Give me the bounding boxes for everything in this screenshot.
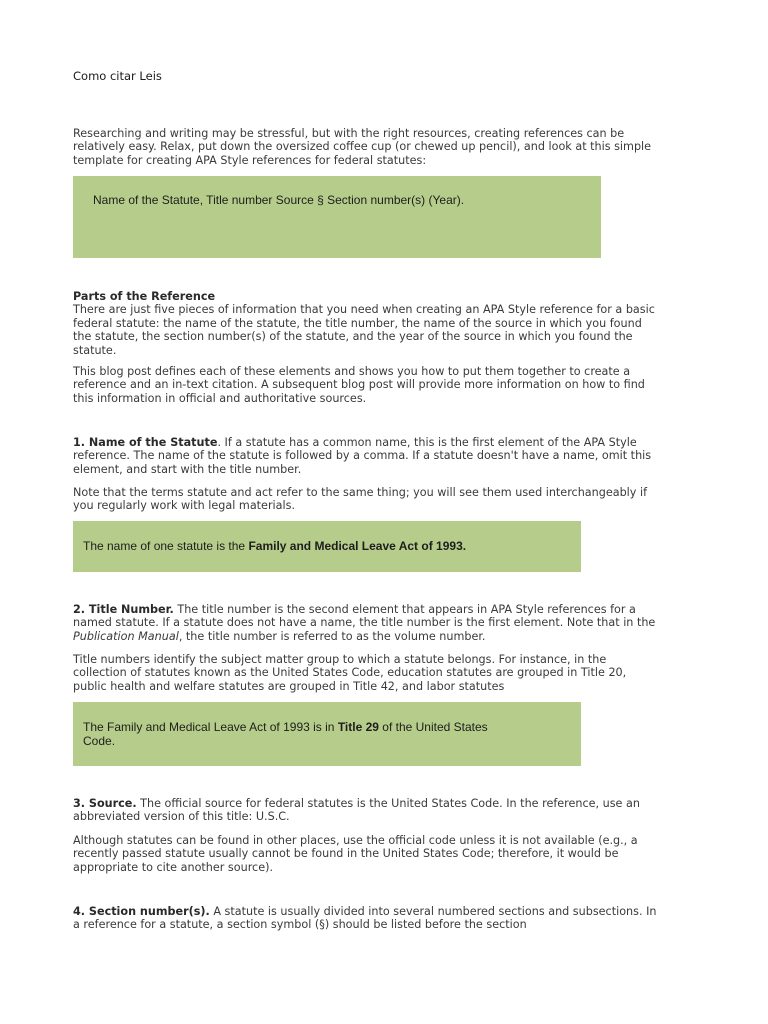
section-2-paragraph-2: Title numbers identify the subject matter group to which a statute belongs. For instance, in the collection of statutes known as the United States Code, education statutes are grouped in Title 20, public health and welfare statutes are grouped in Title 42, and labor statutes	[73, 653, 627, 693]
title-number-box-text-post: of the United States Code.	[83, 720, 488, 748]
parts-section	[73, 290, 658, 357]
section-2-heading: 2. Title Number.	[73, 603, 174, 616]
intro-paragraph: Researching and writing may be stressful, but with the right resources, creating references can be relatively easy. Relax, put down the oversized coffee cup (or chewed up pencil), and look at this simple template for creating APA Style references for federal statutes:	[73, 127, 652, 167]
template-box	[73, 176, 601, 258]
section-3-heading: 3. Source.	[73, 797, 137, 810]
section-3-paragraph-2: Although statutes can be found in other places, use the official code unless it is not available (e.g., a recently passed statute usually cannot be found in the United States Code; therefore, it would be appropriate to cite another source).	[73, 834, 638, 874]
section-2-text-b: , the title number is referred to as the volume number.	[178, 629, 486, 643]
parts-heading: Parts of the Reference	[73, 290, 216, 303]
blog-post-paragraph: This blog post defines each of these elements and shows you how to put them together to create a reference and an in-text citation. A subsequent blog post will provide more information on how to find this information in official and authoritative sources.	[73, 365, 645, 405]
section-4-text: A statute is usually divided into several numbered sections and subsections. In a reference for a statute, a section symbol (§) should be listed before the section	[73, 905, 657, 932]
parts-text: There are just five pieces of information that you need when creating an APA Style reference for a basic federal statute: the name of the statute, the title number, the name of the source in which you found the statute, the section number(s) of the statute, and the year of the source in which you found the statute.	[73, 303, 655, 357]
section-3-paragraph	[73, 797, 658, 824]
title-number-box-bold: Title 29	[337, 720, 379, 734]
statute-name-box-bold: Family and Medical Leave Act of 1993.	[248, 539, 467, 553]
section-4-paragraph	[73, 905, 658, 932]
title-number-box-text: The Family and Medical Leave Act of 1993 is in	[83, 720, 338, 734]
section-1-note: Note that the terms statute and act refer to the same thing; you will see them used interchangeably if you regularly work with legal materials.	[73, 486, 648, 513]
section-1-heading: 1. Name of the Statute	[73, 436, 218, 449]
statute-name-box	[73, 521, 581, 572]
section-3-text: The official source for federal statutes is the United States Code. In the reference, use an abbreviated version of this title: U.S.C.	[73, 797, 640, 824]
section-2-text-em: Publication Manual	[73, 629, 179, 643]
section-1-text: . If a statute has a common name, this is the first element of the APA Style reference. The name of the statute is followed by a comma. If a statute doesn't have a name, omit this element, and start with the title number.	[73, 436, 652, 476]
statute-name-box-text: The name of one statute is the	[83, 539, 249, 553]
section-2-text-a: The title number is the second element that appears in APA Style references for a named statute. If a statute does not have a name, the title number is the first element. Note that in the	[73, 603, 656, 630]
section-1-paragraph	[73, 436, 658, 476]
template-text: Name of the Statute, Title number Source § Section number(s) (Year).	[93, 193, 465, 207]
document-title: Como citar Leis	[73, 69, 162, 83]
section-4-heading: 4. Section number(s).	[73, 905, 210, 918]
title-number-box	[73, 702, 581, 766]
section-2-paragraph	[73, 603, 658, 643]
